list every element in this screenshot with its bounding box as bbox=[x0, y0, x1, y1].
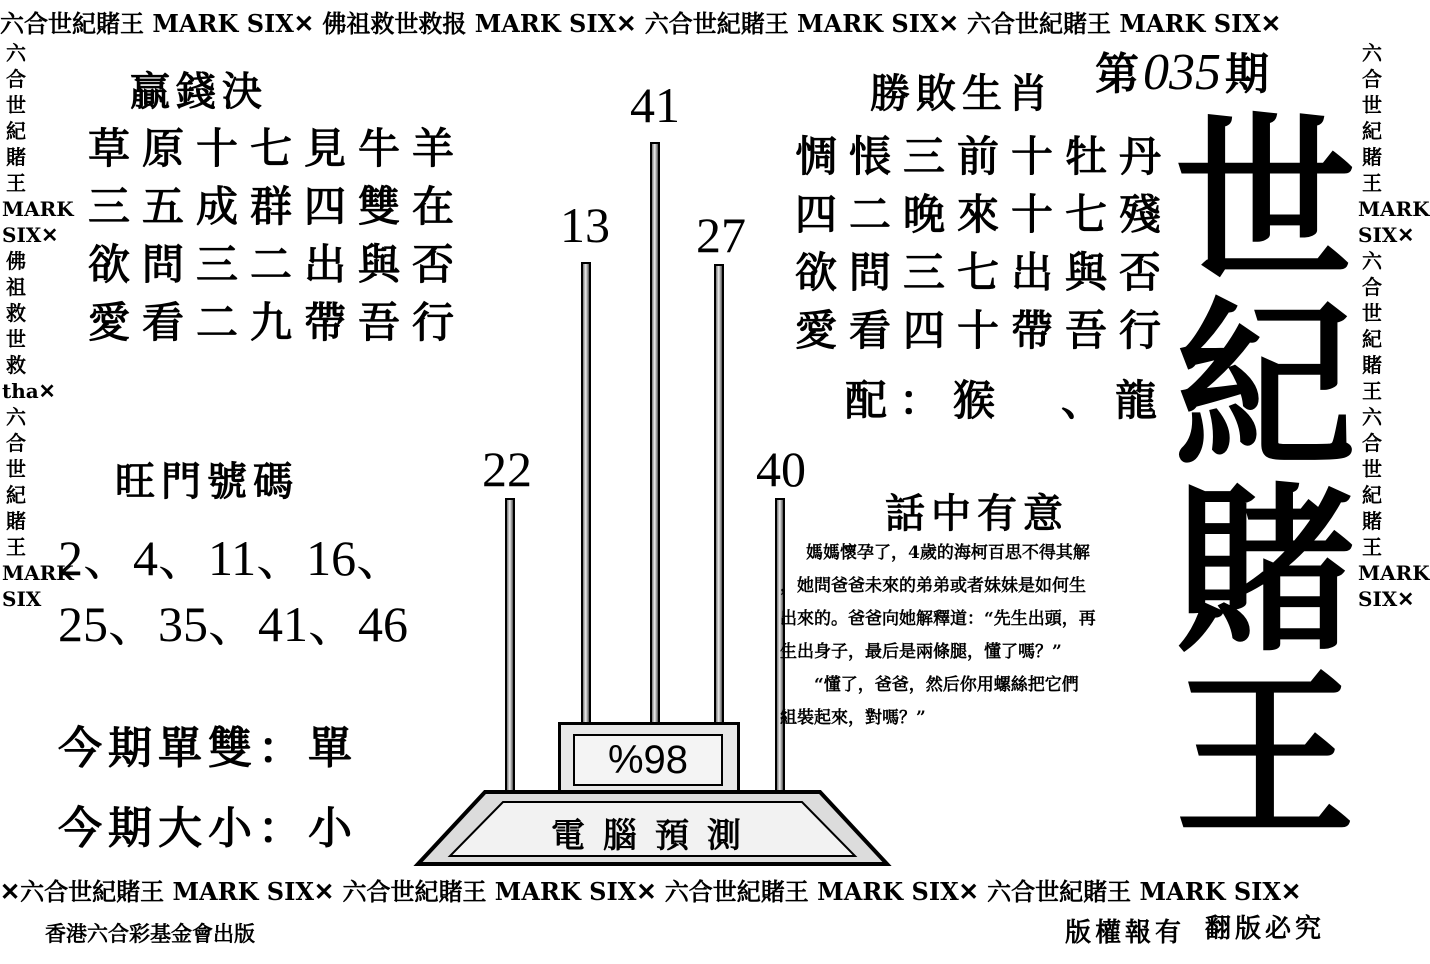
computer-prediction-label: 電腦預測 bbox=[551, 816, 759, 856]
right-poem-line: 惆悵三前十牡丹 bbox=[795, 132, 1174, 181]
rod bbox=[505, 498, 515, 798]
lucky-numbers-line: 2、4、11、16、 bbox=[58, 530, 407, 586]
rod-number: 22 bbox=[482, 441, 532, 497]
lucky-numbers bbox=[58, 525, 408, 657]
rod bbox=[714, 264, 724, 724]
win-lose-zodiac-title: 勝敗生肖 bbox=[870, 70, 1054, 117]
rod-number: 40 bbox=[756, 441, 806, 497]
right-poem bbox=[795, 128, 1173, 360]
story-text bbox=[780, 537, 1180, 735]
left-poem-line: 欲問三二出與否 bbox=[88, 240, 467, 289]
border-left: 六合世紀賭王MARK SIX✕佛祖救世救tha✕六合世紀賭王MARK SIX bbox=[2, 41, 74, 611]
left-poem bbox=[88, 120, 466, 352]
copyright-text: 版權報有 bbox=[1065, 918, 1186, 948]
brand-char: 世 bbox=[1174, 98, 1355, 307]
zodiac-pair: 配：猴 、龍 bbox=[845, 376, 1170, 425]
publisher-text: 香港六合彩基金會出版 bbox=[45, 921, 255, 946]
left-poem-line: 愛看二九帶吾行 bbox=[88, 298, 467, 347]
left-poem-line: 三五成群四雙在 bbox=[88, 182, 467, 231]
border-top: 六合世紀賭王 MARK SIX✕ 佛祖救世救报 MARK SIX✕ 六合世紀賭王 MARK SIX✕ 六合世紀賭王 MARK SIX✕ bbox=[0, 9, 1282, 38]
win-money-title: 贏錢決 bbox=[130, 68, 268, 115]
right-poem-line: 欲問三七出與否 bbox=[795, 248, 1174, 297]
issue-prefix: 第 bbox=[1095, 49, 1139, 100]
right-poem-line: 四二晚來十七殘 bbox=[795, 190, 1174, 239]
big-small-prediction: 今期大小：小 bbox=[58, 803, 358, 854]
brand-char: 紀 bbox=[1174, 283, 1355, 492]
odd-even-prediction: 今期單雙：單 bbox=[58, 723, 358, 774]
rod-number: 27 bbox=[696, 207, 746, 263]
issue-suffix: 期 bbox=[1225, 49, 1269, 100]
brand-vertical bbox=[1165, 98, 1365, 862]
border-bottom: ✕六合世紀賭王 MARK SIX✕ 六合世紀賭王 MARK SIX✕ 六合世紀賭王 MARK SIX✕ 六合世紀賭王 MARK SIX✕ bbox=[0, 877, 1302, 906]
story-title: 話中有意 bbox=[885, 490, 1069, 537]
percent-label: %98 bbox=[573, 734, 723, 786]
issue-number: 035 bbox=[1143, 44, 1221, 101]
story-line: ，她問爸爸未來的弟弟或者妹妹是如何生 bbox=[780, 576, 1086, 596]
no-copy-text: 翻版必究 bbox=[1205, 914, 1326, 944]
rod bbox=[650, 142, 660, 724]
story-line: 生出身子，最后是兩條腿，懂了嗎？” bbox=[780, 642, 1062, 662]
lucky-numbers-line: 25、35、41、46 bbox=[58, 596, 408, 652]
brand-char: 賭 bbox=[1174, 468, 1355, 677]
story-line: 出來的。爸爸向她解釋道：“先生出頭，再 bbox=[780, 609, 1096, 629]
right-poem-line: 愛看四十帶吾行 bbox=[795, 306, 1174, 355]
brand-char: 王 bbox=[1174, 653, 1355, 862]
pedestal-box bbox=[558, 722, 740, 798]
rod bbox=[581, 262, 591, 724]
story-line: “懂了，爸爸，然后你用螺絲把它們 bbox=[780, 675, 1079, 695]
issue-label bbox=[1095, 38, 1269, 102]
story-line: 組裝起來，對嗎？” bbox=[780, 708, 926, 728]
rod-number: 13 bbox=[560, 197, 610, 253]
story-line: 媽媽懷孕了，4歲的海柯百思不得其解 bbox=[806, 543, 1090, 563]
left-poem-line: 草原十七見牛羊 bbox=[88, 124, 467, 173]
border-right: 六合世紀賭王MARK SIX✕六合世紀賭王六合世紀賭王MARK SIX✕ bbox=[1358, 41, 1430, 611]
rod-number: 41 bbox=[630, 77, 680, 133]
lucky-numbers-title: 旺門號碼 bbox=[115, 458, 299, 505]
